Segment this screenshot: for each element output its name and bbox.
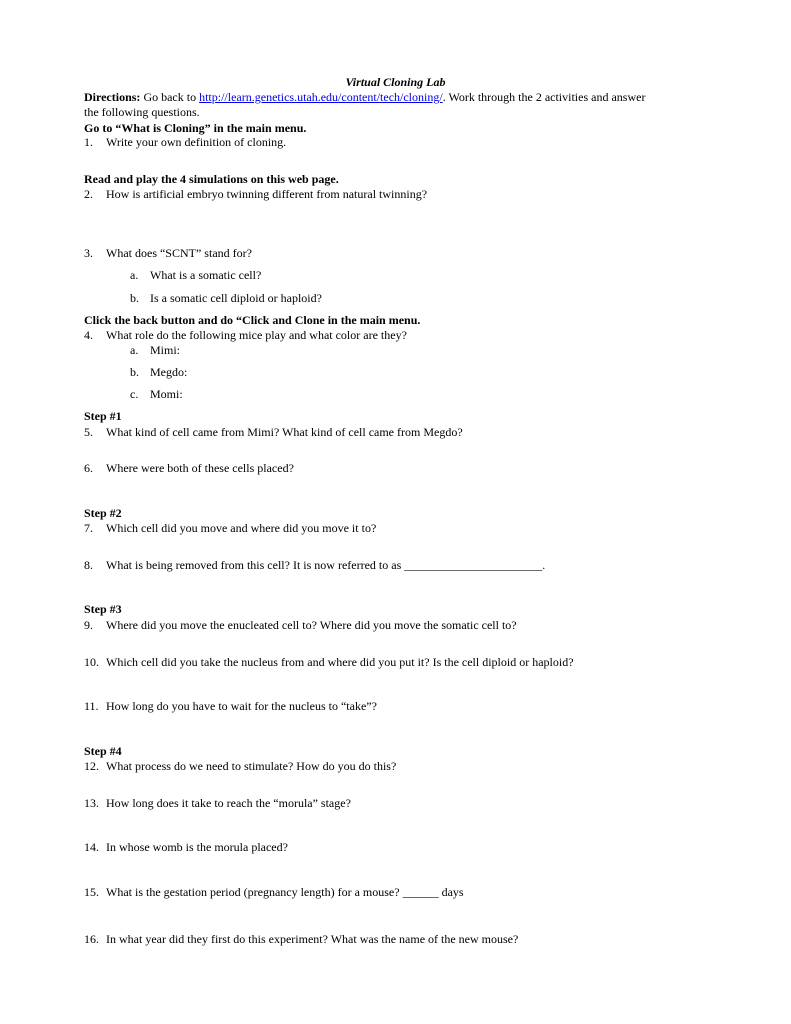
question-number: 10. — [84, 655, 99, 669]
question-text: Where did you move the enucleated cell to? Where did you move the somatic cell to? — [106, 618, 517, 632]
section-heading-click-clone: Click the back button and do “Click and Clone in the main menu. — [84, 313, 421, 327]
question-14 — [84, 840, 288, 854]
step-4-heading: Step #4 — [84, 744, 122, 758]
question-15 — [84, 885, 464, 899]
sub-letter: c. — [130, 387, 139, 401]
directions-pre: Go back to — [140, 90, 200, 104]
directions-line — [84, 90, 645, 104]
question-5 — [84, 425, 463, 439]
question-4b — [130, 365, 187, 379]
question-text: In whose womb is the morula placed? — [106, 840, 288, 854]
question-11 — [84, 699, 377, 713]
question-text: What does “SCNT” stand for? — [106, 246, 252, 260]
sub-letter: a. — [130, 268, 139, 282]
question-number: 5. — [84, 425, 93, 439]
sub-text: Megdo: — [150, 365, 188, 379]
question-4c — [130, 387, 183, 401]
question-number: 4. — [84, 328, 93, 342]
question-13 — [84, 796, 351, 810]
question-9 — [84, 618, 517, 632]
directions-label: Directions: — [84, 90, 141, 104]
question-3 — [84, 246, 252, 260]
sub-text: Is a somatic cell diploid or haploid? — [150, 291, 322, 305]
question-text: Which cell did you take the nucleus from and where did you put it? Is the cell diploid or haploid? — [106, 655, 574, 669]
question-number: 6. — [84, 461, 93, 475]
directions-line-2: the following questions. — [84, 105, 200, 119]
question-6 — [84, 461, 294, 475]
question-number: 16. — [84, 932, 99, 946]
question-number: 15. — [84, 885, 99, 899]
sub-text: Momi: — [150, 387, 183, 401]
step-1-heading: Step #1 — [84, 409, 122, 423]
question-number: 2. — [84, 187, 93, 201]
question-number: 7. — [84, 521, 93, 535]
question-8 — [84, 558, 545, 572]
question-number: 9. — [84, 618, 93, 632]
step-2-heading: Step #2 — [84, 506, 122, 520]
sub-text: What is a somatic cell? — [150, 268, 262, 282]
sub-letter: b. — [130, 365, 139, 379]
question-number: 14. — [84, 840, 99, 854]
question-text: Write your own definition of cloning. — [106, 135, 287, 149]
question-text: What process do we need to stimulate? How do you do this? — [106, 759, 397, 773]
question-1 — [84, 135, 286, 149]
section-heading-what-is-cloning: Go to “What is Cloning” in the main menu. — [84, 121, 307, 135]
cloning-link[interactable]: http://learn.genetics.utah.edu/content/tech/cloning/ — [199, 90, 443, 104]
question-number: 3. — [84, 246, 93, 260]
question-text: What is being removed from this cell? It is now referred to as _______________________. — [106, 558, 546, 572]
question-2 — [84, 187, 427, 201]
question-3a — [130, 268, 261, 282]
directions-post: . Work through the 2 activities and answer — [442, 90, 646, 104]
question-3b — [130, 291, 322, 305]
question-12 — [84, 759, 396, 773]
question-text: In what year did they first do this experiment? What was the name of the new mouse? — [106, 932, 519, 946]
section-heading-simulations: Read and play the 4 simulations on this web page. — [84, 172, 339, 186]
question-number: 13. — [84, 796, 99, 810]
question-text: What role do the following mice play and what color are they? — [106, 328, 407, 342]
sub-letter: b. — [130, 291, 139, 305]
question-text: What kind of cell came from Mimi? What kind of cell came from Megdo? — [106, 425, 463, 439]
question-number: 12. — [84, 759, 99, 773]
question-number: 11. — [84, 699, 99, 713]
question-4a — [130, 343, 180, 357]
question-number: 8. — [84, 558, 93, 572]
question-text: What is the gestation period (pregnancy length) for a mouse? ______ days — [106, 885, 464, 899]
question-number: 1. — [84, 135, 93, 149]
question-text: How long does it take to reach the “morula” stage? — [106, 796, 351, 810]
question-16 — [84, 932, 518, 946]
question-text: Which cell did you move and where did you move it to? — [106, 521, 377, 535]
question-text: How is artificial embryo twinning different from natural twinning? — [106, 187, 428, 201]
sub-letter: a. — [130, 343, 139, 357]
question-4 — [84, 328, 407, 342]
question-text: Where were both of these cells placed? — [106, 461, 294, 475]
step-3-heading: Step #3 — [84, 602, 122, 616]
question-10 — [84, 655, 574, 669]
question-7 — [84, 521, 376, 535]
sub-text: Mimi: — [150, 343, 181, 357]
question-text: How long do you have to wait for the nucleus to “take”? — [106, 699, 377, 713]
page-title: Virtual Cloning Lab — [345, 75, 446, 89]
